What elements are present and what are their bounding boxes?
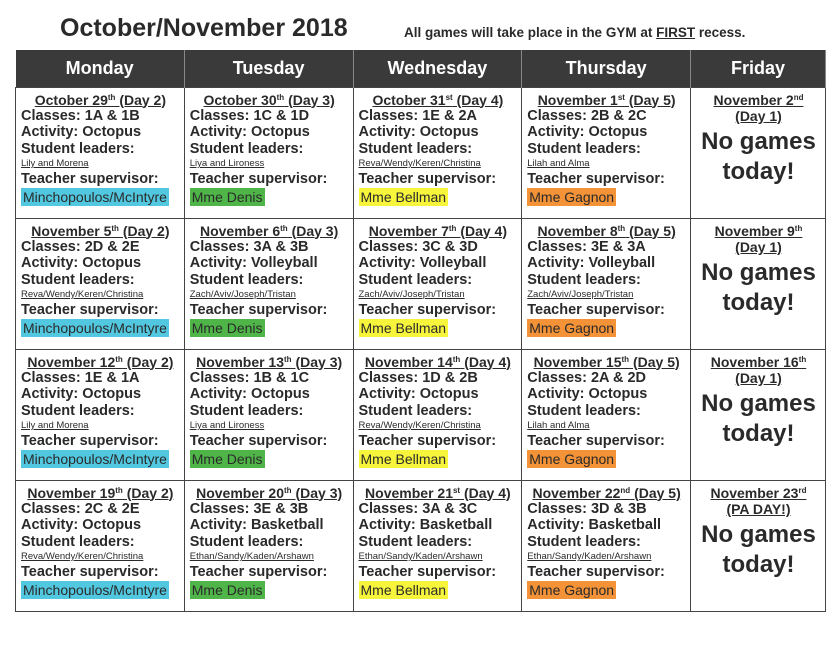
- classes-value: 1C & 1D: [253, 107, 310, 124]
- date-suffix: rd: [798, 485, 807, 495]
- day-number: (Day 4): [452, 91, 504, 108]
- classes-value: 1A & 1B: [84, 107, 140, 124]
- classes-label: Classes:: [527, 369, 591, 386]
- activity-label: Activity:: [527, 255, 589, 272]
- leaders-value: Zach/Aviv/Joseph/Tristan: [527, 289, 634, 301]
- cell-date: [696, 223, 821, 239]
- recess-note: [404, 25, 745, 40]
- cell-date: [190, 223, 349, 239]
- classes-value: 3A & 3B: [253, 238, 309, 255]
- classes-value: 3D & 3B: [590, 500, 647, 517]
- day-number: (Day 5): [629, 353, 680, 370]
- activity-line: [190, 386, 349, 402]
- activity-line: [21, 124, 180, 140]
- leaders-value: Lily and Morena: [21, 158, 89, 170]
- supervisor-value: Mme Gagnon: [529, 188, 615, 205]
- activity-line: [359, 386, 518, 402]
- date-suffix: th: [284, 354, 292, 364]
- leaders-label: Student leaders:: [527, 402, 641, 419]
- date-suffix: th: [115, 485, 123, 495]
- supervisor-label: Teacher supervisor:: [21, 171, 159, 188]
- day-number: (Day 3): [284, 91, 335, 108]
- activity-value: Volleyball: [588, 255, 656, 272]
- cell-date: [359, 354, 518, 370]
- day-cell: [353, 87, 522, 218]
- cell-date: [359, 223, 518, 239]
- activity-label: Activity:: [21, 124, 83, 141]
- activity-label: Activity:: [189, 255, 251, 272]
- supervisor-value: Mme Gagnon: [529, 581, 615, 598]
- supervisor-label: Teacher supervisor:: [189, 171, 328, 188]
- date-suffix: th: [284, 485, 292, 495]
- activity-line: [190, 517, 349, 533]
- supervisor-value: Mme Denis: [191, 581, 263, 598]
- classes-value: 3C & 3D: [422, 238, 478, 255]
- activity-label: Activity:: [189, 517, 251, 534]
- classes-line: [359, 108, 518, 124]
- date-text: November 2: [713, 91, 794, 108]
- classes-line: [359, 370, 518, 386]
- day-number: (Day 3): [291, 353, 343, 370]
- no-games-message: No games today!: [701, 390, 816, 448]
- activity-line: [359, 255, 518, 271]
- friday-cell: [691, 349, 826, 480]
- activity-value: Octopus: [82, 386, 142, 403]
- date-text: November 22: [532, 484, 621, 501]
- activity-value: Octopus: [82, 517, 142, 534]
- activity-value: Octopus: [251, 124, 310, 141]
- day-cell: [184, 87, 353, 218]
- date-text: October 30: [203, 91, 277, 108]
- supervisor-label: Teacher supervisor:: [358, 302, 497, 319]
- cell-date: [21, 92, 180, 108]
- date-text: November 7: [368, 222, 449, 239]
- activity-label: Activity:: [189, 124, 251, 141]
- classes-value: 2A & 2D: [590, 369, 646, 386]
- date-suffix: th: [448, 223, 457, 233]
- cell-date: [696, 92, 821, 108]
- activity-line: [190, 255, 349, 271]
- supervisor-value: Mme Denis: [191, 319, 263, 336]
- classes-label: Classes:: [21, 107, 85, 124]
- supervisor-value: Minchopoulos/McIntyre: [23, 581, 167, 598]
- note-text-end: recess.: [695, 25, 746, 40]
- note-text: All games will take place in the GYM at: [404, 25, 657, 40]
- leaders-label: Student leaders:: [21, 271, 135, 288]
- leaders-value: Liya and Lironess: [189, 420, 265, 432]
- date-text: October 29: [34, 91, 108, 108]
- cell-date: [696, 354, 821, 370]
- leaders-label: Student leaders:: [189, 533, 304, 550]
- activity-line: [190, 124, 349, 140]
- classes-label: Classes:: [527, 500, 591, 517]
- day-cell: [184, 480, 353, 611]
- classes-line: [21, 370, 180, 386]
- week-row: [16, 87, 826, 218]
- day-number: (Day 2): [115, 91, 167, 108]
- date-text: November 13: [196, 353, 285, 370]
- classes-value: 1B & 1C: [253, 369, 310, 386]
- activity-line: [359, 517, 518, 533]
- activity-line: [527, 386, 686, 402]
- supervisor-value: Minchopoulos/McIntyre: [23, 450, 167, 467]
- activity-label: Activity:: [358, 124, 420, 141]
- date-suffix: th: [794, 223, 803, 233]
- cell-date: [527, 223, 686, 239]
- date-suffix: st: [617, 92, 625, 102]
- supervisor-value: Minchopoulos/McIntyre: [23, 319, 167, 336]
- leaders-label: Student leaders:: [358, 271, 473, 288]
- day-cell: [522, 349, 691, 480]
- day-number: (Day 4): [456, 222, 508, 239]
- activity-value: Basketball: [588, 517, 662, 534]
- day-number: (Day 4): [460, 484, 511, 501]
- cell-date: [190, 92, 349, 108]
- leaders-value: Reva/Wendy/Keren/Christina: [358, 158, 481, 170]
- leaders-label: Student leaders:: [21, 533, 135, 550]
- supervisor-label: Teacher supervisor:: [358, 433, 497, 450]
- supervisor-label: Teacher supervisor:: [189, 302, 328, 319]
- cell-date: [527, 485, 686, 501]
- classes-label: Classes:: [358, 238, 423, 255]
- date-text: November 12: [27, 353, 116, 370]
- classes-label: Classes:: [358, 500, 423, 517]
- supervisor-label: Teacher supervisor:: [21, 564, 159, 581]
- date-text: November 5: [31, 222, 112, 239]
- activity-value: Basketball: [419, 517, 493, 534]
- classes-value: 3E & 3A: [590, 238, 646, 255]
- cell-date: [527, 92, 686, 108]
- activity-line: [21, 517, 180, 533]
- classes-line: [527, 108, 686, 124]
- day-number: (Day 2): [122, 353, 174, 370]
- activity-label: Activity:: [358, 386, 420, 403]
- activity-value: Octopus: [419, 386, 479, 403]
- activity-label: Activity:: [21, 517, 83, 534]
- leaders-value: Lilah and Alma: [527, 420, 590, 432]
- no-games-message: No games today!: [701, 259, 816, 317]
- cell-date: [21, 354, 180, 370]
- leaders-label: Student leaders:: [358, 140, 473, 157]
- classes-value: 2B & 2C: [590, 107, 647, 124]
- classes-line: [21, 239, 180, 255]
- leaders-label: Student leaders:: [527, 140, 641, 157]
- date-suffix: th: [115, 354, 123, 364]
- no-games-message: No games today!: [701, 521, 816, 579]
- leaders-label: Student leaders:: [189, 402, 304, 419]
- date-suffix: th: [798, 354, 807, 364]
- date-text: November 15: [533, 353, 622, 370]
- classes-label: Classes:: [189, 107, 254, 124]
- day-number: (Day 5): [625, 222, 676, 239]
- week-row: [16, 349, 826, 480]
- day-number: (Day 5): [624, 91, 676, 108]
- supervisor-value: Mme Denis: [191, 188, 263, 205]
- classes-label: Classes:: [527, 107, 591, 124]
- date-suffix: th: [617, 223, 626, 233]
- classes-value: 1E & 1A: [84, 369, 140, 386]
- date-suffix: th: [452, 354, 461, 364]
- activity-value: Octopus: [82, 255, 142, 272]
- activity-label: Activity:: [527, 517, 589, 534]
- day-cell: [522, 218, 691, 349]
- week-row: [16, 480, 826, 611]
- leaders-label: Student leaders:: [358, 533, 473, 550]
- day-header: Tuesday: [184, 50, 353, 87]
- page-title: October/November 2018: [60, 14, 348, 42]
- leaders-value: Reva/Wendy/Keren/Christina: [21, 551, 144, 563]
- leaders-value: Ethan/Sandy/Kaden/Arshawn: [189, 551, 314, 563]
- day-number: (Day 1): [735, 238, 782, 255]
- day-number: (Day 2): [122, 484, 174, 501]
- leaders-label: Student leaders:: [189, 140, 304, 157]
- date-text: November 14: [364, 353, 453, 370]
- classes-label: Classes:: [358, 107, 423, 124]
- date-text: November 8: [537, 222, 618, 239]
- leaders-value: Lily and Morena: [21, 420, 89, 432]
- supervisor-value: Mme Gagnon: [529, 319, 615, 336]
- friday-cell: [691, 218, 826, 349]
- note-emphasis: FIRST: [656, 25, 696, 40]
- classes-value: 2D & 2E: [84, 238, 140, 255]
- day-cell: [353, 480, 522, 611]
- classes-line: [527, 370, 686, 386]
- day-cell: [522, 480, 691, 611]
- day-cell: [184, 218, 353, 349]
- leaders-value: Zach/Aviv/Joseph/Tristan: [358, 289, 465, 301]
- day-cell: [16, 480, 185, 611]
- supervisor-value: Mme Denis: [191, 450, 263, 467]
- activity-value: Octopus: [588, 386, 648, 403]
- day-number: (Day 3): [287, 222, 339, 239]
- classes-label: Classes:: [189, 238, 254, 255]
- leaders-value: Ethan/Sandy/Kaden/Arshawn: [527, 551, 652, 563]
- activity-label: Activity:: [527, 124, 589, 141]
- date-suffix: st: [445, 92, 453, 102]
- supervisor-label: Teacher supervisor:: [189, 433, 328, 450]
- supervisor-label: Teacher supervisor:: [358, 564, 497, 581]
- activity-label: Activity:: [527, 386, 589, 403]
- leaders-label: Student leaders:: [21, 402, 135, 419]
- classes-line: [21, 108, 180, 124]
- date-suffix: th: [107, 92, 116, 102]
- activity-label: Activity:: [21, 255, 83, 272]
- day-number: (Day 2): [118, 222, 170, 239]
- supervisor-label: Teacher supervisor:: [189, 564, 328, 581]
- leaders-value: Lilah and Alma: [527, 158, 590, 170]
- supervisor-label: Teacher supervisor:: [527, 302, 665, 319]
- activity-value: Basketball: [251, 517, 324, 534]
- cell-date: [527, 354, 686, 370]
- no-games-message: No games today!: [701, 128, 816, 186]
- day-cell: [353, 349, 522, 480]
- activity-line: [527, 517, 686, 533]
- leaders-label: Student leaders:: [358, 402, 473, 419]
- supervisor-value: Minchopoulos/McIntyre: [23, 188, 167, 205]
- day-cell: [522, 87, 691, 218]
- activity-value: Octopus: [251, 386, 310, 403]
- day-header: Friday: [691, 50, 826, 87]
- supervisor-label: Teacher supervisor:: [527, 564, 665, 581]
- date-text: November 19: [27, 484, 116, 501]
- supervisor-label: Teacher supervisor:: [527, 171, 665, 188]
- day-cell: [184, 349, 353, 480]
- activity-line: [21, 386, 180, 402]
- classes-value: 1D & 2B: [422, 369, 478, 386]
- classes-line: [190, 370, 349, 386]
- day-number: (Day 1): [735, 369, 782, 386]
- cell-date: [21, 223, 180, 239]
- activity-value: Volleyball: [419, 255, 487, 272]
- classes-value: 2C & 2E: [84, 500, 140, 517]
- classes-line: [190, 239, 349, 255]
- supervisor-value: Mme Bellman: [360, 188, 447, 205]
- date-suffix: nd: [793, 92, 804, 102]
- friday-cell: [691, 87, 826, 218]
- day-number: (Day 4): [460, 353, 511, 370]
- leaders-label: Student leaders:: [527, 533, 641, 550]
- day-cell: [16, 218, 185, 349]
- date-suffix: nd: [620, 485, 631, 495]
- activity-label: Activity:: [189, 386, 251, 403]
- leaders-label: Student leaders:: [189, 271, 304, 288]
- classes-label: Classes:: [21, 369, 85, 386]
- day-cell: [353, 218, 522, 349]
- leaders-value: Zach/Aviv/Joseph/Tristan: [189, 289, 296, 301]
- classes-value: 3E & 3B: [253, 500, 309, 517]
- day-number: (Day 5): [630, 484, 681, 501]
- date-suffix: th: [111, 223, 119, 233]
- week-row: [16, 218, 826, 349]
- day-cell: [16, 87, 185, 218]
- cell-date: [21, 485, 180, 501]
- date-text: October 31: [372, 91, 446, 108]
- activity-label: Activity:: [358, 517, 420, 534]
- classes-value: 1E & 2A: [422, 107, 477, 124]
- activity-line: [527, 124, 686, 140]
- leaders-value: Reva/Wendy/Keren/Christina: [21, 289, 144, 301]
- date-text: November 20: [196, 484, 285, 501]
- day-header: Thursday: [522, 50, 691, 87]
- date-text: November 9: [714, 222, 795, 239]
- activity-label: Activity:: [21, 386, 83, 403]
- classes-line: [21, 501, 180, 517]
- day-header: Wednesday: [353, 50, 522, 87]
- day-header-row: [16, 50, 826, 87]
- activity-label: Activity:: [358, 255, 420, 272]
- cell-date: [190, 485, 349, 501]
- leaders-label: Student leaders:: [21, 140, 135, 157]
- classes-value: 3A & 3C: [422, 500, 478, 517]
- date-suffix: st: [452, 485, 461, 495]
- classes-label: Classes:: [21, 238, 85, 255]
- supervisor-label: Teacher supervisor:: [358, 171, 497, 188]
- date-text: November 23: [710, 484, 799, 501]
- date-suffix: th: [276, 92, 285, 102]
- leaders-value: Ethan/Sandy/Kaden/Arshawn: [358, 551, 483, 563]
- cell-date: [359, 485, 518, 501]
- activity-value: Octopus: [419, 124, 479, 141]
- classes-line: [527, 501, 686, 517]
- classes-label: Classes:: [358, 369, 423, 386]
- date-text: November 6: [199, 222, 281, 239]
- activity-line: [21, 255, 180, 271]
- classes-line: [190, 501, 349, 517]
- schedule-table: [15, 50, 826, 612]
- activity-value: Volleyball: [251, 255, 318, 272]
- cell-date: [696, 485, 821, 501]
- classes-label: Classes:: [21, 500, 85, 517]
- cell-date: [359, 92, 518, 108]
- leaders-label: Student leaders:: [527, 271, 641, 288]
- date-suffix: th: [280, 223, 288, 233]
- classes-line: [359, 239, 518, 255]
- activity-line: [359, 124, 518, 140]
- supervisor-value: Mme Bellman: [360, 319, 447, 336]
- day-number: (Day 3): [291, 484, 343, 501]
- classes-label: Classes:: [527, 238, 591, 255]
- day-header: Monday: [16, 50, 185, 87]
- activity-line: [527, 255, 686, 271]
- date-suffix: th: [621, 354, 630, 364]
- supervisor-value: Mme Gagnon: [529, 450, 615, 467]
- supervisor-label: Teacher supervisor:: [21, 433, 159, 450]
- supervisor-label: Teacher supervisor:: [527, 433, 665, 450]
- day-cell: [16, 349, 185, 480]
- activity-value: Octopus: [588, 124, 648, 141]
- classes-label: Classes:: [189, 500, 254, 517]
- day-number: (PA DAY!): [726, 500, 791, 517]
- day-number: (Day 1): [735, 107, 782, 124]
- supervisor-label: Teacher supervisor:: [21, 302, 159, 319]
- cell-date: [190, 354, 349, 370]
- leaders-value: Liya and Lironess: [189, 158, 265, 170]
- classes-label: Classes:: [189, 369, 254, 386]
- classes-line: [527, 239, 686, 255]
- friday-cell: [691, 480, 826, 611]
- date-text: November 1: [537, 91, 618, 108]
- leaders-value: Reva/Wendy/Keren/Christina: [358, 420, 481, 432]
- activity-value: Octopus: [82, 124, 142, 141]
- date-text: November 16: [710, 353, 799, 370]
- supervisor-value: Mme Bellman: [360, 581, 447, 598]
- classes-line: [190, 108, 349, 124]
- date-text: November 21: [365, 484, 453, 501]
- supervisor-value: Mme Bellman: [360, 450, 447, 467]
- classes-line: [359, 501, 518, 517]
